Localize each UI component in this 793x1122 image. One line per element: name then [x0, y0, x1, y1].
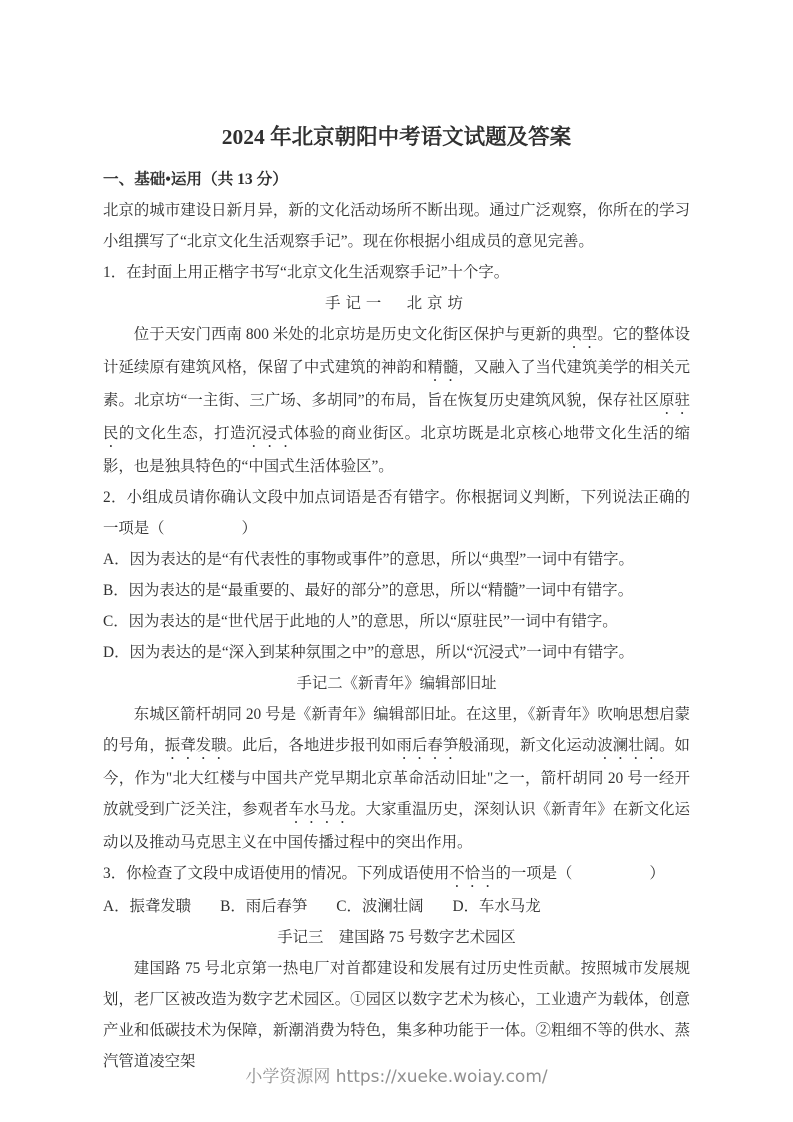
page-title: 2024 年北京朝阳中考语文试题及答案 — [221, 125, 572, 149]
question-1: 1．在封面上用正楷字书写“北京文化生活观察手记”十个字。 — [103, 264, 510, 281]
emphasized-term: 不恰当 — [449, 865, 496, 882]
note1-heading: 手记一 北京坊 — [325, 295, 468, 312]
intro-paragraph: 北京的城市建设日新月异，新的文化活动场所不断出现。通过广泛观察，你所在的学习小组撰写了“北京文化生活观察手记”。现在你根据小组成员的意见完善。 — [103, 202, 690, 250]
emphasized-term: 波澜壮阔 — [597, 737, 660, 754]
emphasized-term: 精髓 — [427, 359, 459, 376]
question-3-option-b: B．雨后春笋 — [220, 898, 308, 915]
text-segment: 的文化生态，打造 — [118, 425, 246, 442]
question-2-stem: 2．小组成员请你确认文段中加点词语是否有错字。你根据词义判断，下列说法正确的一项是（ ） — [103, 489, 690, 537]
note2-heading: 手记二《新青年》编辑部旧址 — [296, 675, 497, 692]
note1-body — [103, 319, 690, 482]
emphasized-term: 车水马龙 — [288, 801, 351, 818]
text-segment: 般涌现，新文化运动 — [458, 737, 598, 754]
question-2-option-a: A．因为表达的是“有代表性的事物或事件”的意思，所以“典型”一词中有错字。 — [103, 551, 634, 568]
note2-body — [103, 699, 690, 858]
emphasized-term: 原驻民 — [103, 392, 690, 442]
question-3-options — [103, 891, 690, 922]
question-3-option-a: A．振聋发聩 — [103, 898, 192, 915]
text-segment: 3．你检查了文段中成语使用的情况。下列成语使用 — [103, 865, 450, 882]
text-segment: 东城区箭杆胡同 20 号是《新青年》编辑部旧址。在这里，《新青年》吹响思想启蒙的号角， — [103, 706, 690, 754]
text-segment: 的一项是（ ） — [495, 865, 665, 882]
text-segment: 。大家重温历史，深刻认识《新青年》在新文化运动以及推动马克思主义在中国传播过程中的突出作用。 — [103, 801, 690, 851]
note3-body: 建国路 75 号北京第一热电厂对首都建设和发展有过历史性贡献。按照城市发展规划，老厂区被改造为数字艺术园区。①园区以数字艺术为核心，工业遗产为载体，创意产业和低碳技术为保障，新潮消费为特色，集多种功能于一体。②粗细不等的供水、蒸汽管道凌空架 — [103, 960, 690, 1070]
emphasized-term: 振聋发聩 — [164, 737, 227, 754]
question-3-option-d: D．车水马龙 — [452, 898, 541, 915]
question-3-option-c: C．波澜壮阔 — [336, 898, 424, 915]
question-2-option-c: C．因为表达的是“世代居于此地的人”的意思，所以“原驻民”一词中有错字。 — [103, 613, 618, 630]
emphasized-term: 典型 — [566, 326, 598, 343]
section-heading: 一、基础•运用（共 13 分） — [103, 171, 288, 188]
question-2-option-d: D．因为表达的是“深入到某种氛围之中”的意思，所以“沉浸式”一词中有错字。 — [103, 644, 634, 661]
emphasized-term: 沉浸式 — [245, 425, 294, 442]
text-segment: 位于天安门西南 800 米处的北京坊是历史文化街区保护与更新的 — [133, 326, 567, 343]
note3-heading: 手记三 建国路 75 号数字艺术园区 — [277, 929, 516, 946]
text-segment: ，又融入了当代建筑美学的相关元素。北京坊“一主街、三广场、多胡同”的布局，旨在恢复历史建筑风貌，保存社区 — [103, 359, 690, 409]
text-segment: 。它的整体设计延续原有建筑风格，保留了中式建筑的神韵和 — [103, 326, 690, 376]
text-segment: 。如今，作为"北大红楼与中国共产党早期北京革命活动旧址"之一，箭杆胡同 20 号一经开放就受到广泛关注，参观者 — [103, 737, 690, 818]
question-3-stem — [103, 858, 690, 891]
emphasized-term: 雨后春笋 — [396, 737, 459, 754]
text-segment: 。此后，各地进步报刊如 — [226, 737, 397, 754]
text-segment: 体验的商业街区。北京坊既是北京核心地带文化生活的缩影，也是独具特色的“中国式生活体验区”。 — [103, 425, 690, 475]
footer-watermark: 小学资源网 https://xueke.woiay.com/ — [245, 1067, 548, 1087]
question-2-option-b: B．因为表达的是“最重要的、最好的部分”的意思，所以“精髓”一词中有错字。 — [103, 582, 634, 599]
